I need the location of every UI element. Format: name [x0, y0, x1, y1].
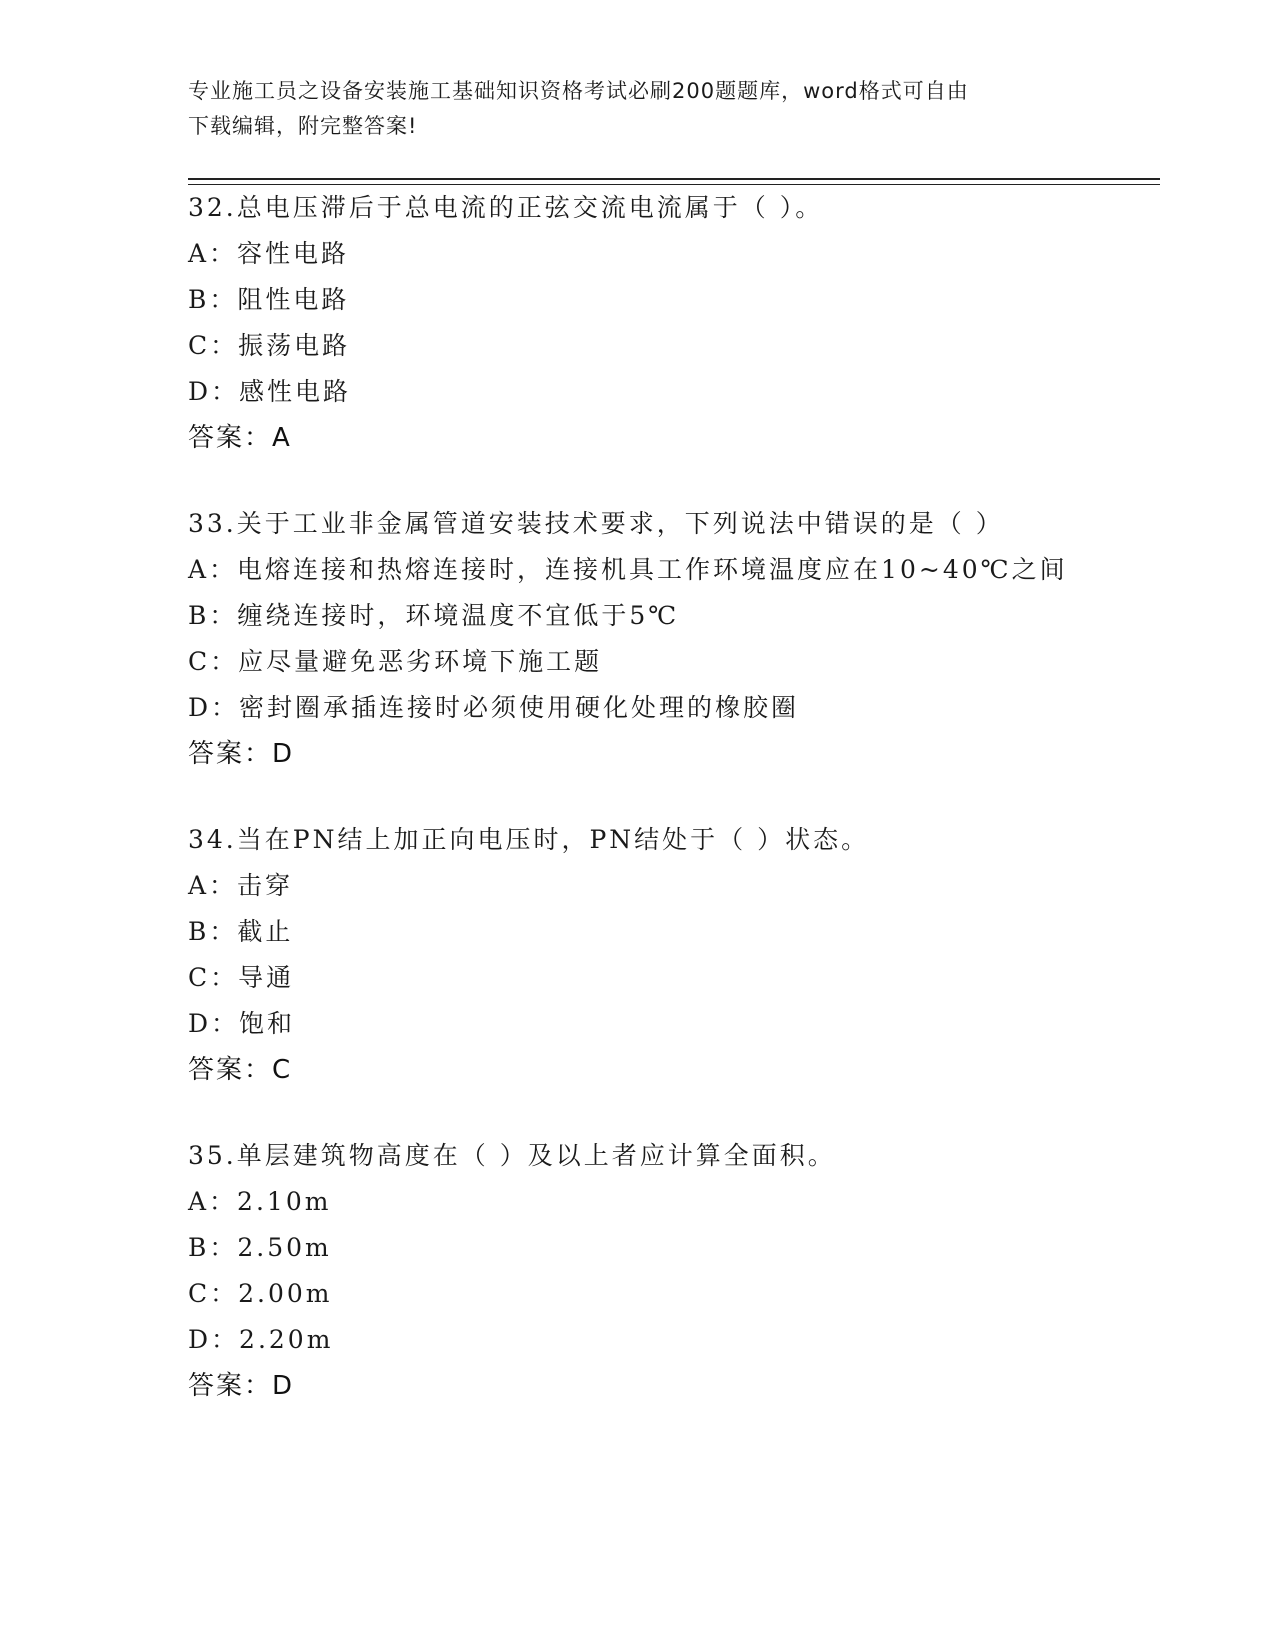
question-34 [188, 817, 1188, 1093]
answer: 答案：D [188, 1371, 295, 1401]
option-a: A：2.10m [188, 1187, 332, 1216]
question-32 [188, 185, 1188, 461]
option-c: C：应尽量避免恶劣环境下施工题 [188, 647, 603, 676]
question-stem: 34.当在PN结上加正向电压时，PN结处于（ ）状态。 [188, 825, 870, 854]
answer: 答案：C [188, 1055, 293, 1085]
option-d: D：感性电路 [188, 377, 352, 406]
header-divider-thick [188, 178, 1160, 180]
answer: 答案：A [188, 423, 292, 453]
option-a: A：击穿 [188, 871, 294, 900]
option-b: B：阻性电路 [188, 285, 350, 314]
option-c: C：振荡电路 [188, 331, 351, 360]
document-header [188, 74, 1088, 144]
option-b: B：缠绕连接时，环境温度不宜低于5℃ [188, 601, 680, 630]
header-line-2: 下载编辑，附完整答案! [188, 114, 418, 138]
option-c: C：导通 [188, 963, 295, 992]
header-line-1: 专业施工员之设备安装施工基础知识资格考试必刷200题题库，word格式可自由 [188, 79, 969, 103]
answer: 答案：D [188, 739, 295, 769]
option-d: D：2.20m [188, 1325, 334, 1354]
question-33 [188, 501, 1188, 777]
option-d: D：饱和 [188, 1009, 296, 1038]
option-c: C：2.00m [188, 1279, 333, 1308]
option-a: A：电熔连接和热熔连接时，连接机具工作环境温度应在10~40℃之间 [188, 555, 1068, 584]
option-a: A：容性电路 [188, 239, 350, 268]
option-d: D：密封圈承插连接时必须使用硬化处理的橡胶圈 [188, 693, 800, 722]
question-stem: 33.关于工业非金属管道安装技术要求，下列说法中错误的是（ ） [188, 509, 1004, 538]
option-b: B：2.50m [188, 1233, 332, 1262]
option-b: B：截止 [188, 917, 294, 946]
question-stem: 35.单层建筑物高度在（ ）及以上者应计算全面积。 [188, 1141, 836, 1170]
question-35 [188, 1133, 1188, 1409]
question-stem: 32.总电压滞后于总电流的正弦交流电流属于（ ）。 [188, 193, 824, 222]
